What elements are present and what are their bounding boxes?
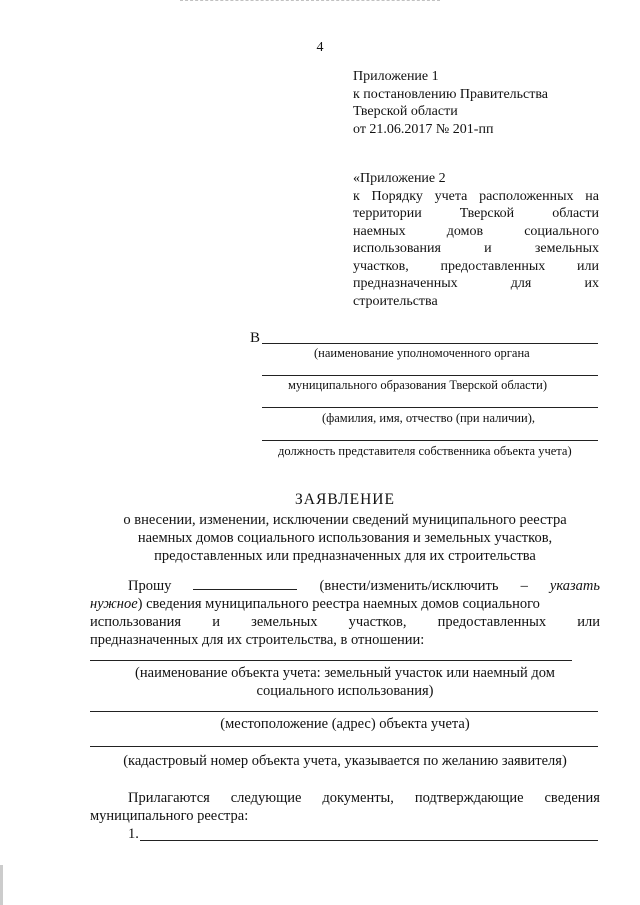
word: для [510, 276, 532, 291]
addressee-blank-line [262, 343, 598, 344]
appendix2-last-line: строительства [353, 293, 438, 309]
scan-edge-top [180, 0, 440, 3]
word: или [577, 258, 599, 274]
word: домов [446, 223, 484, 239]
appendix1-line: Тверской области [353, 104, 458, 119]
attachments-paragraph [90, 789, 600, 843]
word: предназначенных [353, 276, 458, 291]
word: участков, [348, 614, 407, 630]
attachment-item [90, 825, 600, 843]
word: нужное [90, 596, 138, 612]
word: указать [549, 578, 600, 594]
word: следующие [230, 790, 302, 806]
word: Тверской [459, 206, 515, 221]
word: или [577, 614, 600, 630]
appendix2-block [353, 170, 599, 310]
word: социального [524, 223, 599, 239]
word: – [520, 578, 528, 594]
word: их [584, 276, 599, 291]
page-number: 4 [316, 40, 324, 55]
addressee-blank-line [262, 407, 598, 408]
word: расположенных [479, 188, 574, 204]
request-line [90, 577, 600, 595]
object-blank-line [90, 660, 572, 661]
cadastral-blank-line [90, 746, 598, 747]
word: Прилагаются [128, 790, 210, 806]
word: сведения [544, 790, 600, 806]
caption-line: (наименование объекта учета: земельный участок или наемный дом [135, 665, 555, 681]
request-line-rest: ) сведения муниципального реестра наемных домов социального [137, 596, 540, 612]
word: учета [434, 188, 468, 204]
request-line [90, 613, 600, 631]
action-blank [193, 577, 297, 590]
word: области [552, 206, 599, 221]
addressee-blank-line [262, 440, 598, 441]
scan-edge-left [0, 865, 3, 905]
document-subtitle [90, 511, 600, 565]
cadastral-caption: (кадастровый номер объекта учета, указывается по желанию заявителя) [123, 753, 567, 769]
location-caption: (местоположение (адрес) объекта учета) [220, 716, 470, 732]
attachment-item-number: 1. [128, 826, 139, 842]
addressee-caption: (наименование уполномоченного органа [314, 346, 530, 360]
attachments-line: муниципального реестра: [90, 808, 249, 824]
appendix2-line [353, 223, 599, 241]
word: Порядку [371, 188, 423, 204]
addressee-caption: муниципального образования Тверской области) [288, 378, 548, 392]
appendix2-line [353, 240, 599, 258]
addressee-caption: должность представителя собственника объекта учета) [278, 444, 572, 458]
addressee-blank-line [262, 375, 598, 376]
word: земельных [534, 241, 599, 256]
word: земельных [251, 614, 318, 630]
appendix1-line: Приложение 1 [353, 69, 439, 84]
word: на [585, 188, 599, 204]
word: участков, [353, 258, 409, 274]
appendix1-block [353, 68, 603, 138]
word: использования [353, 241, 441, 256]
object-caption [90, 664, 600, 700]
addressee-caption: (фамилия, имя, отчество (при наличии), [322, 411, 535, 425]
attachment-item-line [140, 840, 598, 841]
appendix2-line [353, 205, 599, 223]
attachments-line [90, 789, 600, 807]
document-title: ЗАЯВЛЕНИЕ [295, 491, 395, 508]
appendix2-line [353, 188, 599, 206]
word: территории [353, 206, 422, 221]
appendix2-line [353, 258, 599, 276]
location-blank-line [90, 711, 598, 712]
word: использования [90, 614, 182, 630]
word: предоставленных [440, 258, 546, 274]
request-line [90, 595, 600, 613]
request-paragraph [90, 577, 600, 649]
appendix1-line: к постановлению Правительства [353, 86, 549, 102]
word: и [212, 614, 220, 630]
word: (внести/изменить/исключить [319, 578, 499, 594]
word: к [353, 188, 360, 204]
addressee-prefix: В [250, 330, 261, 346]
word: подтверждающие [414, 790, 524, 806]
word: наемных [353, 223, 406, 239]
word: и [484, 241, 492, 256]
subtitle-line: предоставленных или предназначенных для их строительства [154, 548, 536, 564]
appendix2-first-line: «Приложение 2 [353, 171, 446, 186]
appendix1-line: от 21.06.2017 № 201-пп [353, 121, 494, 137]
caption-line: социального использования) [256, 683, 434, 699]
word: предоставленных [437, 614, 547, 630]
appendix2-line [353, 275, 599, 293]
word: документы, [322, 790, 394, 806]
subtitle-line: о внесении, изменении, исключении сведений муниципального реестра [123, 512, 567, 528]
word: Прошу [128, 578, 172, 594]
request-line: предназначенных для их строительства, в отношении: [90, 632, 425, 648]
subtitle-line: наемных домов социального использования и земельных участков, [137, 530, 553, 546]
